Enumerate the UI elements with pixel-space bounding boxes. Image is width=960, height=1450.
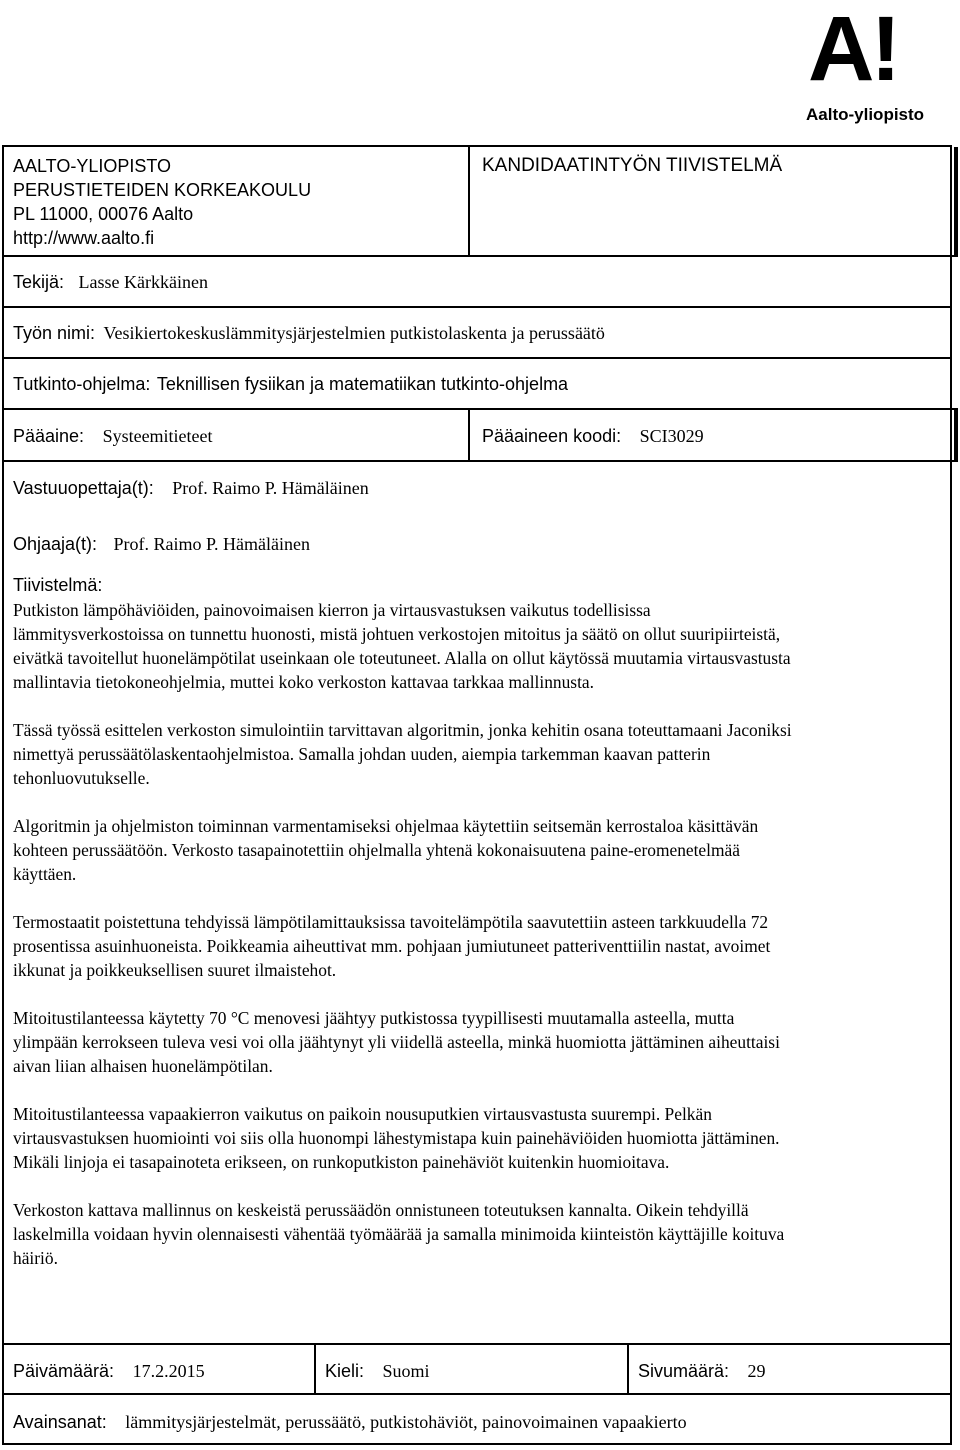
supervisor-value: Prof. Raimo P. Hämäläinen <box>172 478 369 498</box>
abstract-line: tehonluovutukselle. <box>13 768 150 788</box>
keywords-label: Avainsanat: <box>13 1412 107 1432</box>
abstract-line: häiriö. <box>13 1248 58 1268</box>
abstract-line: Putkiston lämpöhäviöiden, painovoimaisen kierron ja virtausvastuksen vaikutus todellisissa <box>13 600 651 620</box>
abstract-line: käyttäen. <box>13 864 77 884</box>
pages-divider <box>627 1343 629 1395</box>
title-label: Työn nimi: <box>13 323 96 343</box>
abstract-line: aivan liian alhaisen huonelämpötilan. <box>13 1056 273 1076</box>
abstract-line: kohteen perussäätöön. Verkosto tasapainotettiin ohjelmalla yhtenä kokonaisuutena paine-eromenetelmää <box>13 840 740 860</box>
logo-text: Aalto-yliopisto <box>806 105 925 124</box>
abstract-line: ylimpään kerrokseen tuleva vesi voi olla jäähtynyt yli viidellä asteella, minkä huomiotta jättäminen aiheuttaisi <box>13 1032 780 1052</box>
programme-row <box>13 373 568 395</box>
address-line: PERUSTIETEIDEN KORKEAKOULU <box>13 180 312 200</box>
major-row <box>13 425 213 447</box>
major-code-row <box>482 425 704 447</box>
major-value: Systeemitieteet <box>102 426 213 446</box>
abstract-line: Mitoitustilanteessa käytetty 70 °C menovesi jäähtyy putkistossa tyypillisesti muutamalla asteella, mutta <box>13 1008 735 1028</box>
title-value: Vesikiertokeskuslämmitysjärjestelmien putkistolaskenta ja perussäätö <box>103 323 605 343</box>
abstract-paragraph <box>13 718 943 790</box>
address-line: AALTO-YLIOPISTO <box>13 156 172 176</box>
author-row <box>13 271 208 293</box>
abstract-paragraph <box>13 1198 943 1270</box>
pages-row <box>638 1360 766 1382</box>
language-value: Suomi <box>382 1361 430 1381</box>
programme-label: Tutkinto-ohjelma: <box>13 374 151 394</box>
abstract-line: mallintavia tietokoneohjelmia, muttei koko verkoston kattavaa tarkkaa mallinnusta. <box>13 672 594 692</box>
abstract-label: Tiivistelmä: <box>13 575 103 595</box>
abstract-body <box>13 598 943 1294</box>
lang-divider <box>314 1343 316 1395</box>
abstract-line: Algoritmin ja ohjelmiston toiminnan varmentamiseksi ohjelmaa käytettiin seitsemän kerrostaloa käsittävän <box>13 816 759 836</box>
author-value: Lasse Kärkkäinen <box>78 272 208 292</box>
advisor-label: Ohjaaja(t): <box>13 534 98 554</box>
pages-label: Sivumäärä: <box>638 1361 730 1381</box>
abstract-line: virtausvastuksen huomiointi voi siis olla huonompi lähestymistapa kuin painehäviöiden huomiotta jättäminen. <box>13 1128 780 1148</box>
rule-major <box>2 460 958 462</box>
abstract-line: nimettyä perussäätölaskentaohjelmistoa. Samalla johdan uuden, aiempia tarkemman kaavan patterin <box>13 744 711 764</box>
abstract-line: Termostaatit poistettuna tehdyissä lämpötilamittauksissa tavoitelämpötila saavutettiin asteen tarkkuudella 72 <box>13 912 769 932</box>
address-line: http://www.aalto.fi <box>13 228 155 248</box>
language-row <box>325 1360 430 1382</box>
programme-value: Teknillisen fysiikan ja matematiikan tutkinto-ohjelma <box>156 374 569 394</box>
abstract-line: eivätkä tavoitellut huonelämpötilat useinkaan ole toteutuneet. Alalla on ollut käytössä muutamia virtausvastusta <box>13 648 791 668</box>
major-shadow <box>954 410 958 462</box>
abstract-line: laskelmilla voidaan hyvin olennaisesti vähentää työmäärää ja samalla minimoida kiinteistön käyttäjille koituva <box>13 1224 785 1244</box>
keywords-value: lämmitysjärjestelmät, perussäätö, putkistohäviöt, painovoimainen vapaakierto <box>125 1412 687 1432</box>
abstract-line: Verkoston kattava mallinnus on keskeistä perussäädön onnistuneen toteutuksen kannalta. Oikein tehdyillä <box>13 1200 749 1220</box>
date-label: Päivämäärä: <box>13 1361 115 1381</box>
abstract-line: prosentissa asuinhuoneista. Poikkeamia aiheuttivat mm. pohjaan jumiutuneet patteriventtiilin nastat, avoimet <box>13 936 771 956</box>
header-shadow <box>954 147 958 257</box>
rule-header <box>2 255 958 257</box>
rule-author <box>2 306 952 308</box>
title-row <box>13 322 605 344</box>
keywords-row <box>13 1411 687 1433</box>
major-label: Pääaine: <box>13 426 85 446</box>
supervisor-row <box>13 477 369 499</box>
pages-value: 29 <box>747 1361 766 1381</box>
advisor-value: Prof. Raimo P. Hämäläinen <box>113 534 311 554</box>
date-value: 17.2.2015 <box>132 1361 205 1381</box>
abstract-paragraph <box>13 1102 943 1174</box>
header-divider <box>468 145 470 257</box>
abstract-line: lämmitysverkostoissa on tunnettu huonosti, mistä johtuen verkostojen mitoitus ja säätö on ollut suuripiirteistä, <box>13 624 781 644</box>
rule-footer <box>2 1393 952 1395</box>
major-code-value: SCI3029 <box>639 426 704 446</box>
abstract-line: Mitoitustilanteessa vapaakierron vaikutus on paikoin nousuputkien virtausvastusta suurempi. Pelkän <box>13 1104 712 1124</box>
abstract-line: Mikäli linjoja ei tasapainoteta erikseen, on runkoputkiston painehäviöt kuitenkin huomioitava. <box>13 1152 670 1172</box>
abstract-paragraph <box>13 598 943 694</box>
rule-programme <box>2 408 958 410</box>
author-label: Tekijä: <box>13 272 65 292</box>
advisor-row <box>13 533 310 555</box>
document-type: KANDIDAATINTYÖN TIIVISTELMÄ <box>482 155 783 176</box>
date-row <box>13 1360 205 1382</box>
language-label: Kieli: <box>325 1361 365 1381</box>
logo-mark: A! <box>808 0 898 100</box>
abstract-line: ikkunat ja poikkeuksellisen suuret ilmaistehot. <box>13 960 337 980</box>
rule-abstract-end <box>2 1343 952 1345</box>
abstract-paragraph <box>13 1006 943 1078</box>
university-address <box>13 154 311 250</box>
major-divider <box>468 408 470 462</box>
supervisor-label: Vastuuopettaja(t): <box>13 478 154 498</box>
rule-title <box>2 357 952 359</box>
address-line: PL 11000, 00076 Aalto <box>13 204 194 224</box>
abstract-paragraph <box>13 910 943 982</box>
abstract-paragraph <box>13 814 943 886</box>
major-code-label: Pääaineen koodi: <box>482 426 622 446</box>
aalto-logo <box>806 0 946 126</box>
abstract-line: Tässä työssä esittelen verkoston simulointiin tarvittavan algoritmin, jonka kehitin osana toteuttamaani Jaconiksi <box>13 720 792 740</box>
